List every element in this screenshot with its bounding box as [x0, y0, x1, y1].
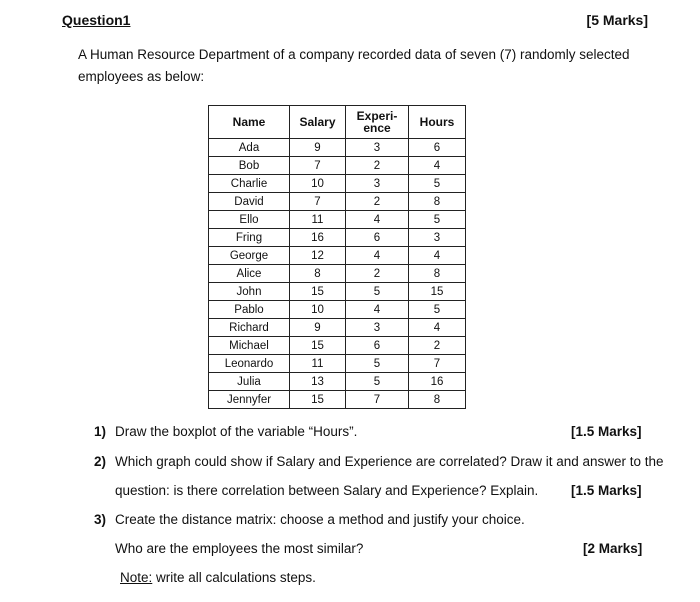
- table-body: [209, 139, 466, 409]
- cell-hours: 6: [409, 139, 466, 157]
- cell-name: Alice: [209, 265, 290, 283]
- cell-experience: 2: [346, 265, 409, 283]
- cell-name: John: [209, 283, 290, 301]
- header-salary: Salary: [290, 106, 346, 139]
- table-row: [209, 175, 466, 193]
- table-row: [209, 265, 466, 283]
- cell-salary: 9: [290, 139, 346, 157]
- employee-data-table: [208, 105, 466, 409]
- cell-name: Charlie: [209, 175, 290, 193]
- q3-text: Create the distance matrix: choose a method and justify your choice.: [115, 512, 525, 527]
- cell-salary: 15: [290, 391, 346, 409]
- cell-hours: 8: [409, 193, 466, 211]
- cell-name: Fring: [209, 229, 290, 247]
- cell-hours: 5: [409, 175, 466, 193]
- table-row: [209, 193, 466, 211]
- cell-experience: 2: [346, 157, 409, 175]
- header-experience-bottom: ence: [363, 121, 391, 135]
- note-text: write all calculations steps.: [152, 570, 316, 585]
- q2-number: 2): [94, 454, 107, 469]
- cell-experience: 2: [346, 193, 409, 211]
- q1-number: 1): [94, 424, 107, 439]
- cell-salary: 7: [290, 157, 346, 175]
- table-row: [209, 211, 466, 229]
- question-marks: [5 Marks]: [586, 12, 648, 28]
- cell-name: Richard: [209, 319, 290, 337]
- cell-name: David: [209, 193, 290, 211]
- q2-text-cont: question: is there correlation between Salary and Experience? Explain.: [115, 483, 539, 498]
- cell-hours: 15: [409, 283, 466, 301]
- cell-experience: 4: [346, 301, 409, 319]
- intro-paragraph: A Human Resource Department of a company recorded data of seven (7) randomly selected employees as below:: [78, 47, 630, 84]
- table-row: [209, 283, 466, 301]
- cell-experience: 5: [346, 373, 409, 391]
- cell-hours: 8: [409, 391, 466, 409]
- table-row: [209, 139, 466, 157]
- cell-name: Jennyfer: [209, 391, 290, 409]
- cell-experience: 6: [346, 337, 409, 355]
- cell-hours: 16: [409, 373, 466, 391]
- cell-hours: 4: [409, 247, 466, 265]
- q3-text-cont: Who are the employees the most similar?: [115, 541, 364, 556]
- cell-hours: 8: [409, 265, 466, 283]
- table-row: [209, 157, 466, 175]
- table-row: [209, 301, 466, 319]
- cell-experience: 4: [346, 211, 409, 229]
- cell-name: Pablo: [209, 301, 290, 319]
- table-row: [209, 319, 466, 337]
- note: [120, 570, 316, 585]
- cell-experience: 6: [346, 229, 409, 247]
- cell-name: Bob: [209, 157, 290, 175]
- cell-hours: 3: [409, 229, 466, 247]
- q2-text: Which graph could show if Salary and Experience are correlated? Draw it and answer to the: [115, 454, 664, 469]
- cell-experience: 3: [346, 319, 409, 337]
- table-row: [209, 247, 466, 265]
- cell-hours: 5: [409, 301, 466, 319]
- q3-number: 3): [94, 512, 107, 527]
- cell-salary: 13: [290, 373, 346, 391]
- q2-marks: [1.5 Marks]: [571, 483, 642, 498]
- cell-hours: 4: [409, 157, 466, 175]
- cell-salary: 15: [290, 283, 346, 301]
- cell-salary: 16: [290, 229, 346, 247]
- q3-marks: [2 Marks]: [583, 541, 643, 556]
- header-experience: [346, 106, 409, 139]
- table-row: [209, 391, 466, 409]
- note-label: Note:: [120, 570, 153, 585]
- table-row: [209, 373, 466, 391]
- cell-salary: 11: [290, 355, 346, 373]
- question-title: Question1: [62, 12, 131, 28]
- table-header-row: [209, 106, 466, 139]
- cell-name: George: [209, 247, 290, 265]
- cell-salary: 8: [290, 265, 346, 283]
- table-row: [209, 337, 466, 355]
- cell-hours: 2: [409, 337, 466, 355]
- header-hours: Hours: [409, 106, 466, 139]
- table-row: [209, 355, 466, 373]
- cell-experience: 5: [346, 355, 409, 373]
- cell-experience: 4: [346, 247, 409, 265]
- cell-experience: 5: [346, 283, 409, 301]
- cell-experience: 3: [346, 139, 409, 157]
- cell-hours: 5: [409, 211, 466, 229]
- cell-name: Julia: [209, 373, 290, 391]
- cell-salary: 7: [290, 193, 346, 211]
- cell-name: Leonardo: [209, 355, 290, 373]
- cell-experience: 7: [346, 391, 409, 409]
- cell-hours: 7: [409, 355, 466, 373]
- header-name: Name: [209, 106, 290, 139]
- cell-hours: 4: [409, 319, 466, 337]
- header-experience-top: Experi-: [356, 109, 398, 123]
- cell-salary: 12: [290, 247, 346, 265]
- q1-marks: [1.5 Marks]: [571, 424, 642, 439]
- cell-salary: 9: [290, 319, 346, 337]
- cell-salary: 10: [290, 301, 346, 319]
- cell-name: Ada: [209, 139, 290, 157]
- cell-name: Michael: [209, 337, 290, 355]
- cell-salary: 11: [290, 211, 346, 229]
- table-row: [209, 229, 466, 247]
- q1-text: Draw the boxplot of the variable “Hours”.: [115, 424, 358, 439]
- cell-salary: 15: [290, 337, 346, 355]
- cell-experience: 3: [346, 175, 409, 193]
- cell-salary: 10: [290, 175, 346, 193]
- cell-name: Ello: [209, 211, 290, 229]
